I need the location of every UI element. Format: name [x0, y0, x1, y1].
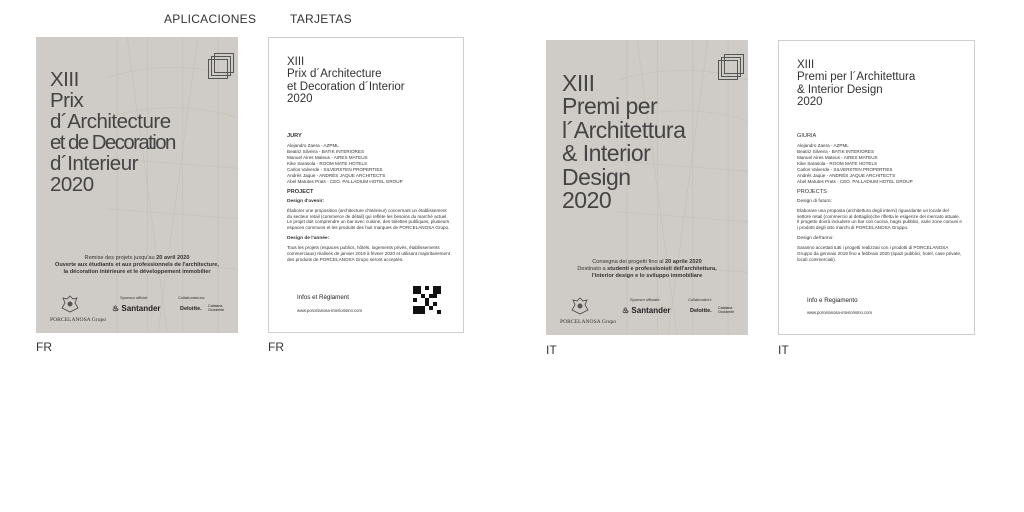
info-line — [554, 266, 740, 273]
info-heading: Info e Regiamento — [807, 297, 858, 304]
deloitte-logo: Deloitte. — [690, 308, 712, 314]
jury-member: Beatriz Silveira - BATIK INTERIORES — [797, 149, 875, 155]
flame-icon: ♨ — [622, 306, 630, 315]
info-text: Destinato a — [577, 265, 608, 272]
info-text: Remise des projets jusqu'au — [84, 255, 157, 261]
title-line: XIII — [562, 70, 595, 96]
poster-footer — [554, 289, 740, 327]
info-bold: 20 aprile 2020 — [665, 259, 702, 265]
card-fr — [268, 37, 464, 333]
card-title — [287, 56, 405, 106]
jury-heading: GIURIA — [797, 133, 817, 139]
jury-member: Abel Matutes Prats - CEO. PALLADIUM HOTEL GROUP — [287, 179, 403, 185]
flame-icon: ♨ — [112, 304, 120, 313]
jury-heading: JURY — [287, 133, 302, 139]
jury-member: Andrés Jaque - ANDRÉS JAQUE ARCHITECTS — [797, 173, 896, 179]
sponsor-label: Sponsor ufficiale: — [630, 297, 661, 302]
jury-member: Alejandro Zaera - AZPML — [797, 143, 849, 149]
info-bold: 20 avril 2020 — [156, 255, 190, 261]
info-line — [44, 262, 230, 269]
catalana-logo: Catalana Occidente — [718, 306, 735, 314]
catalana-logo: Catalana Occidente — [208, 304, 225, 312]
title-line: & Interior Design — [797, 83, 883, 96]
title-line: d´Interieur — [50, 151, 138, 175]
title-line: XIII — [797, 59, 815, 71]
project-heading: PROJECT — [287, 189, 314, 196]
title-line: l´Architettura — [562, 116, 686, 143]
title-line: XIII — [287, 56, 305, 68]
poster-fr — [36, 37, 238, 333]
caption-it-card: IT — [778, 343, 789, 357]
year-text: Saranno accettati tutti i progetti realizzati con i prodotti di PORCELANOSA Gruppo da gennaio 2019 fino a febbraio 2020 (spazi pubblici, hotel, case private, locali commerciali). — [797, 244, 962, 262]
caption-fr-poster: FR — [36, 340, 52, 354]
title-line: 2020 — [562, 187, 612, 214]
title-line: & Interior — [562, 140, 651, 167]
jury-member: Carlos Valverde - SILVERSTEN PROPERTIES — [797, 167, 893, 173]
year-heading: Design dell'anno: — [797, 236, 834, 242]
poster-info — [554, 259, 740, 280]
jury-member: Manuel Aires Mateus - AIRES MATEUS — [287, 155, 368, 161]
future-heading: Design di futuro: — [797, 199, 832, 205]
title-line: 2020 — [287, 93, 313, 106]
jury-member: Abel Matutes Prats - CEO. PALLADIUM HOTEL GROUP — [797, 179, 913, 185]
brand-name: PORCELANOSA Grupo — [560, 319, 617, 325]
crest-icon — [570, 297, 590, 315]
title-line: Premi per — [562, 93, 658, 120]
crest-icon — [60, 295, 80, 313]
caption-fr-card: FR — [268, 340, 284, 354]
info-line — [44, 269, 230, 276]
title-line: Design — [562, 163, 631, 190]
jury-section — [287, 133, 451, 263]
title-line: 2020 — [50, 172, 94, 196]
sponsor-label: Sponsor officiel: — [120, 295, 149, 300]
project-heading: PROJECTS — [797, 189, 827, 196]
info-text: Consegna dei progetti fino al — [592, 259, 666, 265]
info-bold: studenti e professionisti dell'architettura, — [607, 265, 717, 272]
info-bold: Ouverte aux étudiants et aux professionnels de l'architecture, — [55, 261, 219, 268]
card-it — [778, 40, 975, 335]
poster-info — [44, 255, 230, 276]
caption-it-poster: IT — [546, 343, 557, 357]
sponsor-name: Santander — [121, 304, 161, 313]
info-line — [44, 255, 230, 262]
santander-logo — [112, 304, 161, 313]
collab-label: Collaborateurs: — [178, 295, 206, 300]
jury-section — [797, 133, 962, 263]
jury-member: Carlos Valverde - SILVERSTEN PROPERTIES — [287, 167, 383, 173]
title-line: et de Decoration — [50, 130, 175, 154]
title-line: Prix — [50, 88, 84, 112]
jury-member: Manuel Aires Mateus - AIRES MATEUS — [797, 155, 878, 161]
qr-code-icon — [413, 286, 441, 314]
poster-it — [546, 40, 748, 335]
future-text: Élaborer une proposition (architecture d'intérieur) concernant un établissement du secteur retail (commerce de détail) qui reflète les besoins du marché actuel. Le projet doit comprendre un bar avec cuisine, des toilettes publiques, plusieurs espaces communs et les produits des huit marques de PORCELANOSA Grupo. — [287, 207, 450, 231]
header-cards: TARJETAS — [290, 12, 352, 26]
year-text: Tous les projets (espaces publics, hôtels, logements privés, établissements commerciaux) réalisés de janvier 2019 à février 2020 et utilisant majoritairement des produits de PORCELANOSA Grupo seront acceptés. — [287, 244, 450, 262]
brand-name: PORCELANOSA Grupo — [50, 317, 107, 323]
deloitte-logo: Deloitte. — [180, 306, 202, 312]
jury-member: Andrés Jaque - ANDRÉS JAQUE ARCHITECTS — [287, 173, 386, 179]
card-title — [797, 59, 915, 109]
title-line: Premi per l´Architettura — [797, 71, 916, 84]
poster-footer — [44, 287, 230, 325]
future-heading: Design d'avenir: — [287, 199, 325, 205]
jury-member: Kike Sarasola - ROOM MATE HOTELS — [797, 161, 878, 167]
info-line — [554, 273, 740, 280]
website-link[interactable]: www.porcelanosa-interiorismo.com — [807, 310, 872, 315]
jury-member: Kike Sarasola - ROOM MATE HOTELS — [287, 161, 368, 167]
jury-member: Beatriz Silveira - BATIK INTERIORES — [287, 149, 365, 155]
frames-logo-icon — [718, 54, 744, 80]
title-line: Prix d´Architecture — [287, 68, 382, 81]
title-line: d´Architecture — [50, 109, 171, 133]
sponsor-name: Santander — [631, 306, 671, 315]
poster-title — [562, 72, 685, 213]
title-line: et Decoration d´Interior — [287, 80, 405, 93]
header-applications: APLICACIONES — [164, 12, 257, 26]
jury-member: Alejandro Zaera - AZPML — [287, 143, 339, 149]
future-text: Elaborare una proposta (architettura degli interni) riguardante un locale del settore retail (commercio al dettaglio)che rifletta le esigenze del mercato attuale. Il progetto dovrà includere un bar con cucina, bagni pubblici, varie zone comuni e i prodotti degli otto marchi di PORCELANOSA Gruppo. — [797, 207, 962, 231]
frames-logo-icon — [208, 53, 234, 79]
poster-title — [50, 70, 175, 195]
info-bold: l'interior design e lo sviluppo immobiliare — [591, 272, 703, 279]
title-line: XIII — [50, 68, 79, 91]
collab-label: Collaboratori: — [688, 297, 712, 302]
santander-logo — [622, 306, 671, 315]
info-bold: la décoration intérieure et le développement immobilier — [63, 268, 211, 275]
title-line: 2020 — [797, 96, 823, 109]
website-link[interactable]: www.porcelanosa-interiorismo.com — [297, 308, 362, 313]
info-line — [554, 259, 740, 266]
info-heading: Infos et Règlament — [297, 294, 349, 301]
year-heading: Design de l'année: — [287, 236, 330, 242]
